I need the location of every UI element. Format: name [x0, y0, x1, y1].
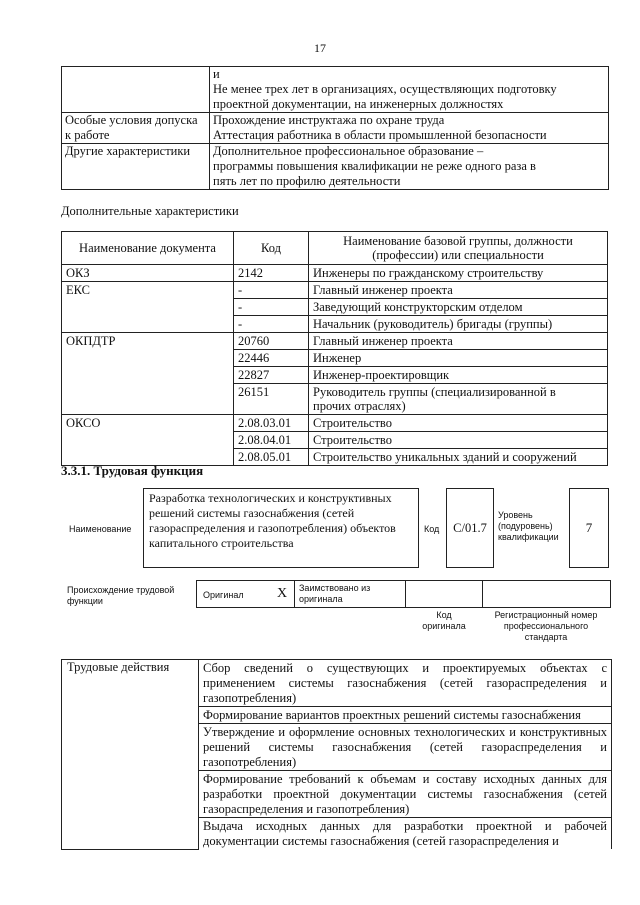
- table-row: [62, 660, 612, 707]
- title-cell: Заведующий конструкторским отделом: [309, 299, 608, 316]
- table-row: [62, 67, 609, 113]
- page-number: 17: [314, 41, 326, 55]
- cell-line: Не менее трех лет в организациях, осуществляющих подготовку проектной документации, на инженерных должностях: [213, 82, 557, 111]
- level-value: 7: [585, 520, 593, 535]
- code-cell: 20760: [234, 333, 309, 350]
- original-mark: X: [277, 586, 288, 601]
- original-label: Оригинал: [203, 590, 244, 600]
- doc-name: ОКПДТР: [62, 333, 234, 415]
- column-header: Код: [234, 232, 309, 265]
- table-row: [62, 333, 608, 350]
- borrowed-cell: [294, 580, 406, 608]
- title-cell: Начальник (руководитель) бригады (группы): [309, 316, 608, 333]
- code-cell: 2142: [234, 265, 309, 282]
- level-label: Уровень (подуровень) квалификации: [498, 510, 559, 542]
- title-cell: Инженеры по гражданскому строительству: [309, 265, 608, 282]
- title-cell: Строительство уникальных зданий и сооружений: [309, 449, 608, 466]
- code-cell: -: [234, 282, 309, 299]
- cell-line: Дополнительное профессиональное образование – программы повышения квалификации не реже одного раза в пять лет по профилю деятельности: [213, 144, 536, 188]
- title-cell: Руководитель группы (специализированной в прочих отраслях): [309, 384, 608, 415]
- section-title: 3.3.1. Трудовая функция: [61, 463, 204, 478]
- title-cell: Главный инженер проекта: [309, 333, 608, 350]
- doc-name: ОКСО: [62, 415, 234, 466]
- function-name: Разработка технологических и конструктивных решений системы газоснабжения (сетей газораспределения и газопотребления) объектов капитального строительства: [149, 491, 396, 550]
- table-row: [62, 265, 608, 282]
- title-cell: Главный инженер проекта: [309, 282, 608, 299]
- classifier-table: [61, 231, 608, 466]
- borrowed-label: Заимствовано из оригинала: [299, 583, 371, 604]
- labor-action: Формирование требований к объемам и составу исходных данных для разработки проектной документации системы газоснабжения (сетей газораспределения и газопотребления): [199, 771, 612, 818]
- labor-action: Сбор сведений о существующих и проектируемых объектах с применением системы газоснабжения (сетей газораспределения и газопотребления): [199, 660, 612, 707]
- code-cell: 2.08.03.01: [234, 415, 309, 432]
- function-name-box: [143, 488, 419, 568]
- title-cell: Инженер: [309, 350, 608, 367]
- original-cell: [196, 580, 295, 608]
- row-label: Другие характеристики: [62, 144, 210, 190]
- title-cell: Строительство: [309, 432, 608, 449]
- cell-line: Прохождение инструктажа по охране труда: [213, 113, 445, 127]
- code-cell: 26151: [234, 384, 309, 415]
- row-label: Особые условия допуска к работе: [62, 113, 210, 144]
- level-box: [569, 488, 609, 568]
- additional-heading: Дополнительные характеристики: [61, 204, 239, 218]
- table-header-row: [62, 232, 608, 265]
- column-header: Наименование базовой группы, должности (профессии) или специальности: [309, 232, 608, 265]
- table-row: [62, 415, 608, 432]
- cell-line: Аттестация работника в области промышленной безопасности: [213, 128, 547, 142]
- registration-caption: Регистрационный номер профессионального стандарта: [494, 610, 598, 642]
- original-code-cell: [405, 580, 483, 608]
- labor-actions-table: [61, 659, 612, 850]
- code-cell: 2.08.05.01: [234, 449, 309, 466]
- cell-line: и: [213, 67, 220, 81]
- function-code: С/01.7: [453, 520, 487, 535]
- code-cell: 2.08.04.01: [234, 432, 309, 449]
- labor-actions-label: Трудовые действия: [62, 660, 199, 850]
- row-label: [62, 67, 210, 113]
- doc-name: ОКЗ: [62, 265, 234, 282]
- origin-label: Происхождение трудовой функции: [67, 585, 175, 606]
- doc-name: ЕКС: [62, 282, 234, 333]
- title-cell: Строительство: [309, 415, 608, 432]
- table-row: [62, 282, 608, 299]
- code-label: Код: [424, 524, 440, 534]
- table-row: [62, 144, 609, 190]
- requirements-table: [61, 66, 609, 190]
- title-cell: Инженер-проектировщик: [309, 367, 608, 384]
- code-cell: 22827: [234, 367, 309, 384]
- code-cell: -: [234, 316, 309, 333]
- original-code-caption: Код оригинала: [422, 610, 466, 631]
- table-row: [62, 113, 609, 144]
- labor-action: Формирование вариантов проектных решений системы газоснабжения: [199, 707, 612, 724]
- column-header: Наименование документа: [62, 232, 234, 265]
- labor-action: Утверждение и оформление основных технологических и конструктивных решений системы газоснабжения (сетей газораспределения и газопотребления): [199, 724, 612, 771]
- function-code-box: [446, 488, 494, 568]
- code-cell: 22446: [234, 350, 309, 367]
- labor-action: Выдача исходных данных для разработки проектной и рабочей документации системы газоснабжения (сетей газораспределения и: [199, 818, 612, 850]
- registration-number-cell: [482, 580, 611, 608]
- name-label: Наименование: [69, 524, 132, 534]
- code-cell: -: [234, 299, 309, 316]
